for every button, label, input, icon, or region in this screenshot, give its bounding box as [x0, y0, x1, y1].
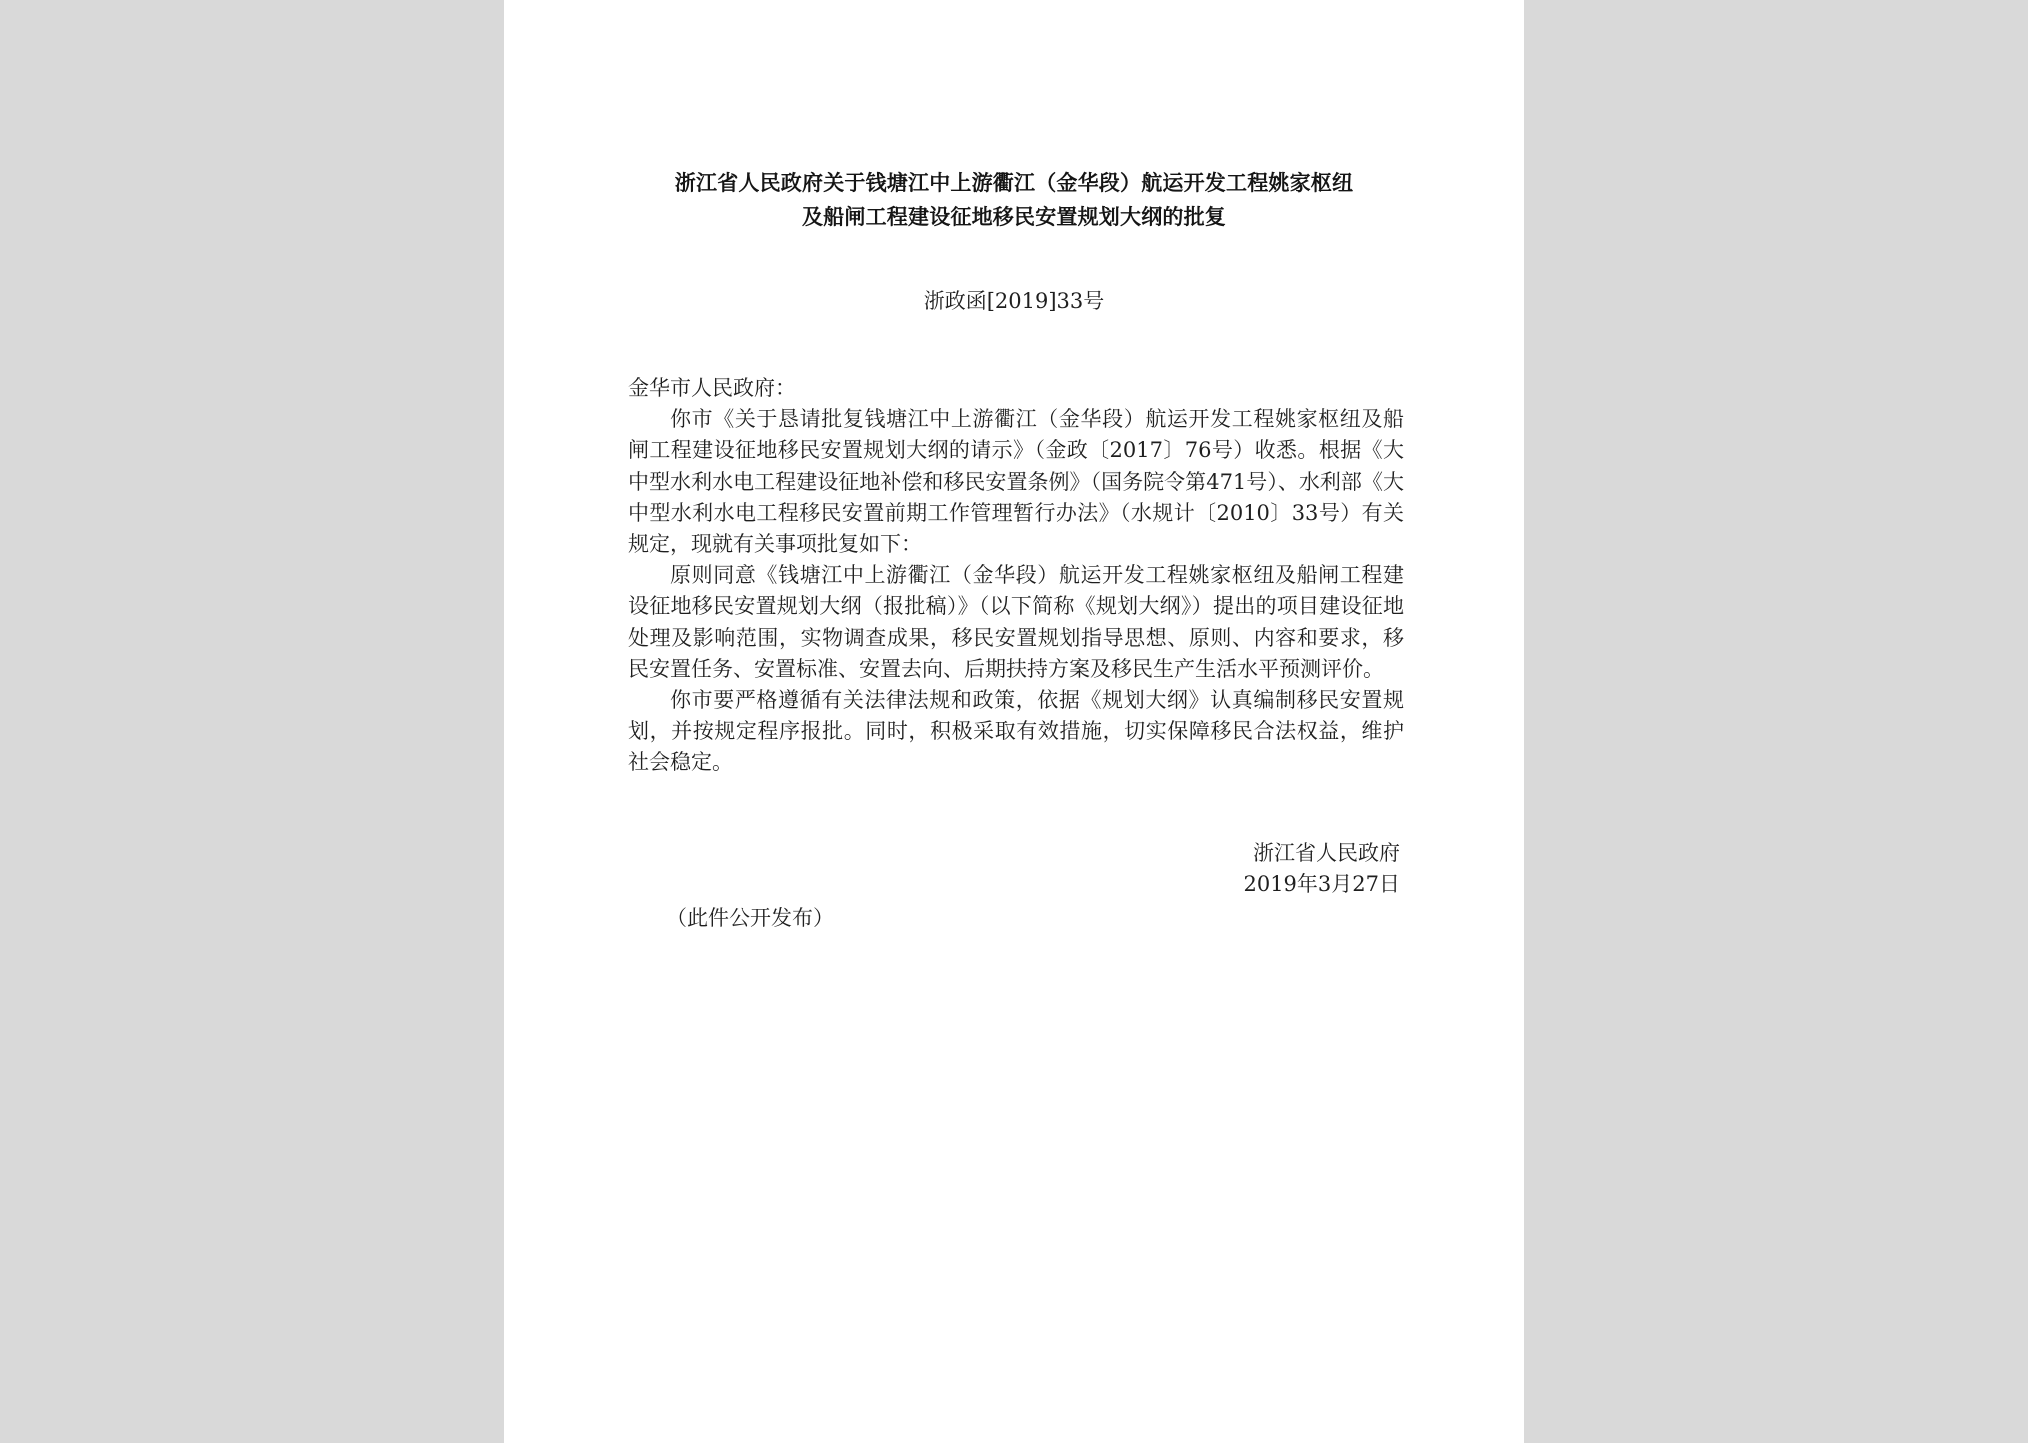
paragraph-1: 你市《关于恳请批复钱塘江中上游衢江（金华段）航运开发工程姚家枢纽及船闸工程建设征地移民安置规划大纲的请示》（金政〔2017〕76号）收悉。根据《大中型水利水电工程建设征地补偿和移民安置条例》（国务院令第471号）、水利部《大中型水利水电工程移民安置前期工作管理暂行办法》（水规计〔2010〕33号）有关规定，现就有关事项批复如下： [628, 407, 1404, 557]
paragraph-3: 你市要严格遵循有关法律法规和政策，依据《规划大纲》认真编制移民安置规划，并按规定程序报批。同时，积极采取有效措施，切实保障移民合法权益，维护社会稳定。 [628, 688, 1404, 775]
signature-block [1243, 838, 1400, 900]
paragraph-2: 原则同意《钱塘江中上游衢江（金华段）航运开发工程姚家枢纽及船闸工程建设征地移民安置规划大纲（报批稿）》（以下简称《规划大纲》）提出的项目建设征地处理及影响范围，实物调查成果，移民安置规划指导思想、原则、内容和要求，移民安置任务、安置标准、安置去向、后期扶持方案及移民生产生活水平预测评价。 [628, 563, 1404, 681]
title-line-2: 及船闸工程建设征地移民安置规划大纲的批复 [802, 205, 1226, 229]
issue-date: 2019年3月27日 [1243, 872, 1400, 897]
document-body [628, 373, 1404, 779]
release-note: （此件公开发布） [666, 906, 834, 930]
salutation: 金华市人民政府： [628, 376, 796, 400]
issuer: 浙江省人民政府 [1253, 841, 1400, 865]
document-number: 浙政函[2019]33号 [923, 289, 1105, 313]
document-page [504, 0, 1524, 1443]
document-title [504, 166, 1524, 234]
title-line-1: 浙江省人民政府关于钱塘江中上游衢江（金华段）航运开发工程姚家枢纽 [674, 171, 1354, 195]
